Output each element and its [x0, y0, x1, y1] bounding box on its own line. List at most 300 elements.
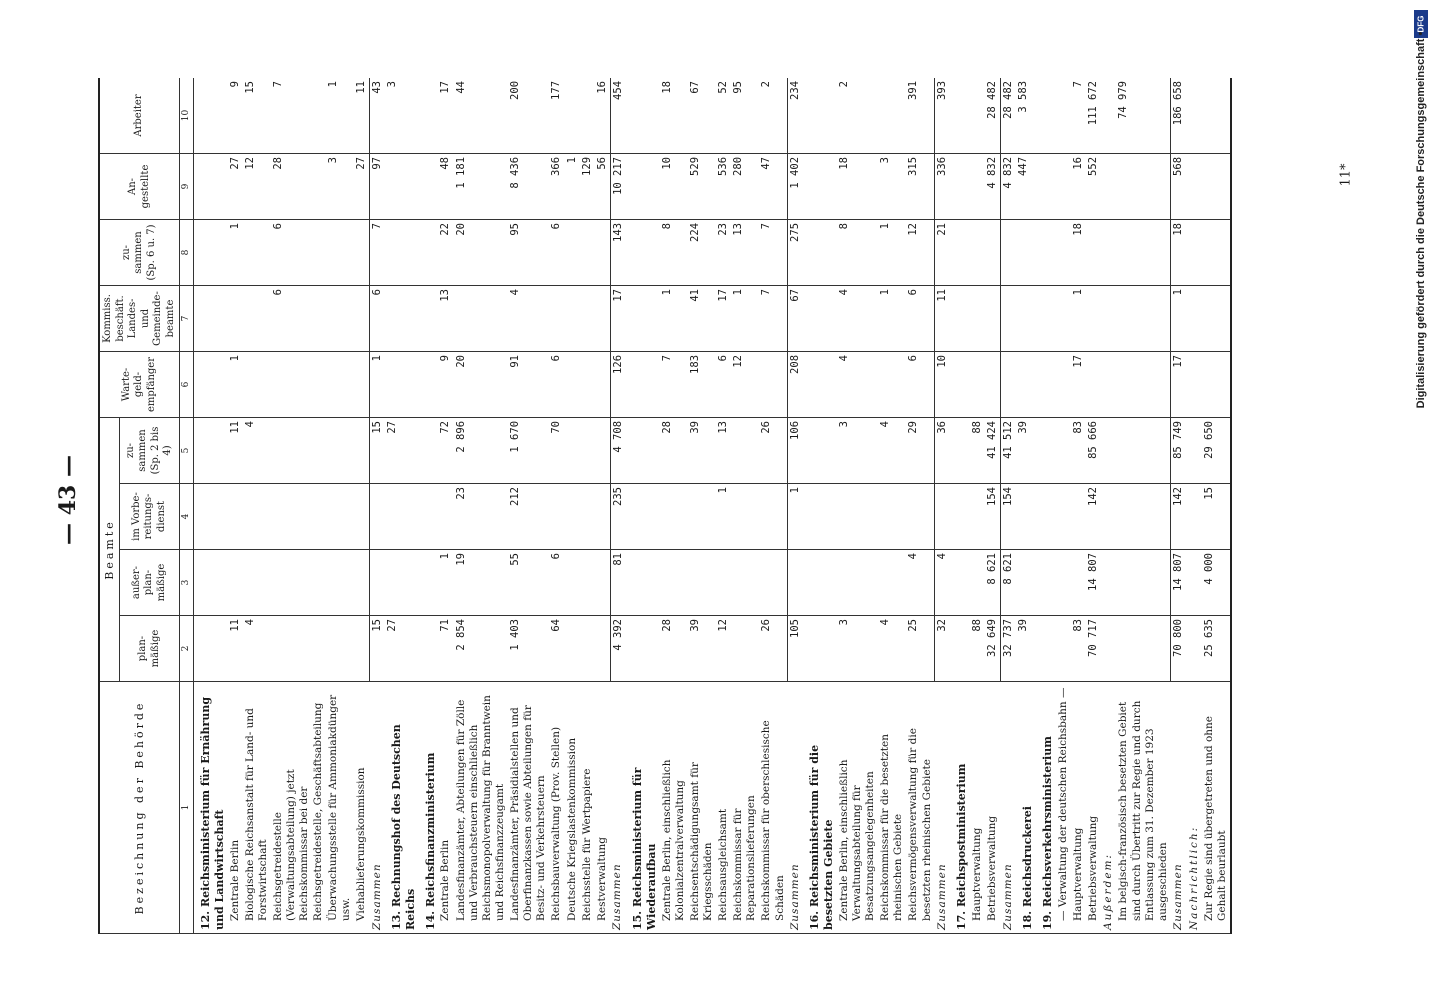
- value-cell: 280: [731, 153, 759, 219]
- value-cell: [1187, 78, 1202, 153]
- value-cell: [803, 153, 837, 219]
- value-cell: 7: [1071, 78, 1086, 153]
- section-row: [950, 78, 970, 934]
- value-cell: 8 621: [985, 550, 1001, 616]
- value-cell: [1116, 550, 1171, 616]
- value-cell: [803, 285, 837, 351]
- value-cell: 26: [759, 616, 787, 682]
- value-cell: [419, 484, 439, 550]
- value-cell: [1101, 285, 1116, 351]
- value-cell: [354, 351, 370, 417]
- value-cell: 208: [788, 351, 804, 417]
- value-cell: 15: [243, 78, 271, 153]
- value-cell: 28: [660, 616, 688, 682]
- authority-name: Reichskommissar für die besetzten rheinischen Gebiete: [878, 682, 906, 934]
- dfg-credit-line: Digitalisierung gefördert durch die Deutsche Forschungsgemeinschaft •: [1415, 31, 1427, 409]
- value-cell: 17: [1071, 351, 1086, 417]
- value-cell: [1056, 484, 1071, 550]
- value-cell: 32: [935, 616, 951, 682]
- value-cell: 27: [385, 616, 419, 682]
- value-cell: 6: [370, 285, 386, 351]
- value-cell: [1116, 153, 1171, 219]
- value-cell: 142: [1171, 484, 1187, 550]
- page-number: — 43 —: [55, 455, 81, 545]
- header-angestellte: An- gestellte: [99, 153, 180, 219]
- value-cell: [950, 616, 970, 682]
- value-cell: [1001, 285, 1017, 351]
- sum-label: Zusammen: [370, 682, 386, 934]
- value-cell: [194, 417, 228, 483]
- value-cell: 28 482: [985, 78, 1001, 153]
- value-cell: [1071, 550, 1086, 616]
- value-cell: 83: [1071, 417, 1086, 483]
- sum-label: Zusammen: [788, 682, 804, 934]
- value-cell: [970, 153, 985, 219]
- value-cell: 17: [438, 78, 453, 153]
- value-cell: [326, 351, 354, 417]
- value-cell: [595, 351, 611, 417]
- value-cell: [354, 484, 370, 550]
- value-cell: [243, 351, 271, 417]
- value-cell: [580, 285, 595, 351]
- value-cell: [1101, 78, 1116, 153]
- value-cell: [565, 417, 580, 483]
- value-cell: 154: [1001, 484, 1017, 550]
- value-cell: 235: [610, 484, 626, 550]
- header-beamte: Beamte: [99, 417, 120, 681]
- value-cell: [1036, 351, 1056, 417]
- value-cell: [970, 351, 985, 417]
- value-cell: [626, 484, 660, 550]
- header-kommissarisch: Kommiss. beschäft. Landes- und Gemeinde- beamte: [99, 285, 180, 351]
- value-cell: 6: [906, 351, 934, 417]
- value-cell: [419, 153, 439, 219]
- value-cell: [194, 285, 228, 351]
- value-cell: 4 832: [985, 153, 1001, 219]
- value-cell: 3: [837, 616, 878, 682]
- value-cell: 3: [837, 417, 878, 483]
- column-number: 5: [180, 417, 194, 483]
- value-cell: [228, 484, 243, 550]
- value-cell: [243, 219, 271, 285]
- value-cell: 1: [660, 285, 688, 351]
- value-cell: [385, 550, 419, 616]
- value-cell: [878, 484, 906, 550]
- value-cell: [1056, 351, 1071, 417]
- value-cell: 391: [906, 78, 934, 153]
- value-cell: 17: [610, 285, 626, 351]
- authority-name: Restverwaltung: [595, 682, 611, 934]
- value-cell: [194, 351, 228, 417]
- value-cell: [950, 550, 970, 616]
- section-title: 16. Reichsministerium für die besetzten Gebiete: [803, 682, 837, 934]
- value-cell: 18: [1071, 219, 1086, 285]
- value-cell: [1101, 351, 1116, 417]
- value-cell: 1: [370, 351, 386, 417]
- value-cell: 67: [788, 285, 804, 351]
- value-cell: 12: [243, 153, 271, 219]
- value-cell: [565, 219, 580, 285]
- value-cell: 8: [837, 219, 878, 285]
- authority-name: Betriebsverwaltung: [1086, 682, 1101, 934]
- value-cell: [788, 550, 804, 616]
- value-cell: 12: [731, 351, 759, 417]
- value-cell: 8 436: [508, 153, 549, 219]
- value-cell: 142: [1086, 484, 1101, 550]
- value-cell: [194, 78, 228, 153]
- value-cell: 10: [660, 153, 688, 219]
- value-cell: [837, 550, 878, 616]
- value-cell: [731, 417, 759, 483]
- table-row: [1187, 78, 1202, 934]
- value-cell: 39: [688, 616, 716, 682]
- value-cell: [243, 285, 271, 351]
- value-cell: 43: [370, 78, 386, 153]
- value-cell: [985, 285, 1001, 351]
- authority-name: Im belgisch-französisch besetzten Gebiet sind durch Übertritt zur Regie und durch Entlassung zum 31. Dezember 1923 ausgeschieden: [1116, 682, 1171, 934]
- value-cell: [326, 616, 354, 682]
- authority-name: Zentrale Berlin: [438, 682, 453, 934]
- value-cell: [803, 219, 837, 285]
- value-cell: 447: [1016, 153, 1036, 219]
- value-cell: 26: [759, 417, 787, 483]
- section-row: [1016, 78, 1036, 934]
- value-cell: [731, 484, 759, 550]
- value-cell: [595, 417, 611, 483]
- section-title: 18. Reichsdruckerei: [1016, 682, 1036, 934]
- value-cell: 27: [228, 153, 243, 219]
- value-cell: [626, 153, 660, 219]
- value-cell: [759, 550, 787, 616]
- value-cell: 21: [935, 219, 951, 285]
- value-cell: 3: [326, 153, 354, 219]
- value-cell: [194, 153, 228, 219]
- value-cell: [354, 550, 370, 616]
- sum-label: Zusammen: [1001, 682, 1017, 934]
- header-arbeiter: Arbeiter: [99, 78, 180, 153]
- value-cell: 4 708: [610, 417, 626, 483]
- value-cell: 8: [660, 219, 688, 285]
- authority-name: Zentrale Berlin, einschließlich Verwaltungsabteilung für Besatzungsangelegenheiten: [837, 682, 878, 934]
- value-cell: 95: [731, 78, 759, 153]
- value-cell: [1036, 616, 1056, 682]
- value-cell: 7: [370, 219, 386, 285]
- value-cell: 366: [549, 153, 564, 219]
- header-zusammen-6-7: zu- sammen (Sp. 6 u. 7): [99, 219, 180, 285]
- value-cell: 88: [970, 417, 985, 483]
- authority-name: Reichsausgleichsamt: [716, 682, 731, 934]
- value-cell: 4: [906, 550, 934, 616]
- value-cell: 18: [660, 78, 688, 153]
- table-row: [688, 78, 716, 934]
- value-cell: 154: [985, 484, 1001, 550]
- value-cell: 70: [549, 417, 564, 483]
- value-cell: [565, 484, 580, 550]
- table-row: [243, 78, 271, 934]
- value-cell: [660, 484, 688, 550]
- header-ausserplanmaessige: außer- plan- mäßige: [120, 550, 180, 616]
- value-cell: 6: [549, 550, 564, 616]
- value-cell: 234: [788, 78, 804, 153]
- value-cell: 13: [438, 285, 453, 351]
- authority-name: Betriebsverwaltung: [985, 682, 1001, 934]
- value-cell: [878, 351, 906, 417]
- section-row: [194, 78, 228, 934]
- value-cell: 1: [326, 78, 354, 153]
- value-cell: 224: [688, 219, 716, 285]
- table-row: [716, 78, 731, 934]
- value-cell: [1101, 219, 1116, 285]
- value-cell: 52: [716, 78, 731, 153]
- value-cell: [385, 484, 419, 550]
- value-cell: 22: [438, 219, 453, 285]
- table-row: [454, 78, 509, 934]
- value-cell: [688, 550, 716, 616]
- value-cell: 6: [549, 351, 564, 417]
- value-cell: 4 392: [610, 616, 626, 682]
- value-cell: [950, 351, 970, 417]
- value-cell: 4: [243, 616, 271, 682]
- value-cell: 10 217: [610, 153, 626, 219]
- value-cell: 27: [385, 417, 419, 483]
- authority-name: Landesfinanzämter, Präsidialstellen und Oberfinanzkassen sowie Abteilungen für Besitz- und Verkehrsteuern: [508, 682, 549, 934]
- section-title: 12. Reichsministerium für Ernährung und Landwirtschaft: [194, 682, 228, 934]
- value-cell: 7: [759, 219, 787, 285]
- table-row: [580, 78, 595, 934]
- value-cell: 83: [1071, 616, 1086, 682]
- value-cell: [935, 484, 951, 550]
- value-cell: 28: [271, 153, 326, 219]
- value-cell: [688, 484, 716, 550]
- value-cell: [1101, 417, 1116, 483]
- value-cell: [1086, 351, 1101, 417]
- authority-name: Nachrichtlich:: [1187, 682, 1202, 934]
- table-row: [878, 78, 906, 934]
- value-cell: [759, 484, 787, 550]
- value-cell: [716, 550, 731, 616]
- value-cell: 11: [228, 616, 243, 682]
- value-cell: 1: [788, 484, 804, 550]
- value-cell: 6: [716, 351, 731, 417]
- table-row: [565, 78, 580, 934]
- value-cell: 6: [906, 285, 934, 351]
- value-cell: [580, 484, 595, 550]
- table-row: [970, 78, 985, 934]
- value-cell: [985, 351, 1001, 417]
- value-cell: 1: [438, 550, 453, 616]
- value-cell: 13: [716, 417, 731, 483]
- value-cell: 106: [788, 417, 804, 483]
- value-cell: [580, 78, 595, 153]
- value-cell: 15: [370, 417, 386, 483]
- value-cell: 1: [716, 484, 731, 550]
- value-cell: 4: [878, 616, 906, 682]
- value-cell: [1036, 550, 1056, 616]
- value-cell: [878, 550, 906, 616]
- value-cell: 9: [228, 78, 243, 153]
- authority-name: Reichsvermögensverwaltung für die besetzten rheinischen Gebiete: [906, 682, 934, 934]
- value-cell: [1036, 78, 1056, 153]
- value-cell: [1202, 285, 1231, 351]
- value-cell: 1 670: [508, 417, 549, 483]
- value-cell: [1001, 219, 1017, 285]
- value-cell: 39: [1016, 417, 1036, 483]
- value-cell: 8 621: [1001, 550, 1017, 616]
- value-cell: [454, 285, 509, 351]
- value-cell: [970, 550, 985, 616]
- value-cell: 143: [610, 219, 626, 285]
- value-cell: [1056, 550, 1071, 616]
- value-cell: [626, 550, 660, 616]
- value-cell: [985, 219, 1001, 285]
- value-cell: [878, 78, 906, 153]
- value-cell: [1086, 285, 1101, 351]
- value-cell: [1071, 484, 1086, 550]
- value-cell: 32 649: [985, 616, 1001, 682]
- value-cell: 39: [688, 417, 716, 483]
- value-cell: 1: [1071, 285, 1086, 351]
- value-cell: 14 807: [1086, 550, 1101, 616]
- value-cell: 1: [1171, 285, 1187, 351]
- value-cell: 15: [1202, 484, 1231, 550]
- value-cell: [1202, 351, 1231, 417]
- value-cell: 183: [688, 351, 716, 417]
- value-cell: [595, 219, 611, 285]
- table-row: [1101, 78, 1116, 934]
- value-cell: [419, 616, 439, 682]
- value-cell: [1016, 484, 1036, 550]
- value-cell: 126: [610, 351, 626, 417]
- value-cell: [326, 550, 354, 616]
- value-cell: 41 512: [1001, 417, 1017, 483]
- value-cell: 336: [935, 153, 951, 219]
- value-cell: [271, 550, 326, 616]
- value-cell: 10: [935, 351, 951, 417]
- value-cell: 568: [1171, 153, 1187, 219]
- value-cell: 29: [906, 417, 934, 483]
- value-cell: 3: [878, 153, 906, 219]
- column-number: 7: [180, 285, 194, 351]
- value-cell: [1101, 616, 1116, 682]
- value-cell: 1: [878, 219, 906, 285]
- authority-name: Zentrale Berlin: [228, 682, 243, 934]
- value-cell: 9: [438, 351, 453, 417]
- value-cell: [1016, 351, 1036, 417]
- authority-name: Reichskommissar für oberschlesische Schäden: [759, 682, 787, 934]
- value-cell: 1: [228, 219, 243, 285]
- header-bezeichnung: Bezeichnung der Behörde: [99, 682, 180, 934]
- table-row: [985, 78, 1001, 934]
- value-cell: 67: [688, 78, 716, 153]
- value-cell: 1 403: [508, 616, 549, 682]
- value-cell: [950, 417, 970, 483]
- authority-name: Zur Regie sind übergetreten und ohne Gehalt beurlaubt: [1202, 682, 1231, 934]
- value-cell: [595, 484, 611, 550]
- value-cell: [354, 285, 370, 351]
- value-cell: 315: [906, 153, 934, 219]
- section-title: 17. Reichspostministerium: [950, 682, 970, 934]
- value-cell: [228, 285, 243, 351]
- value-cell: [970, 219, 985, 285]
- value-cell: [385, 351, 419, 417]
- authority-name: Biologische Reichsanstalt für Land- und Forstwirtschaft: [243, 682, 271, 934]
- value-cell: 4: [878, 417, 906, 483]
- value-cell: [1116, 219, 1171, 285]
- value-cell: [580, 219, 595, 285]
- value-cell: [1036, 417, 1056, 483]
- value-cell: 7: [759, 285, 787, 351]
- value-cell: [243, 484, 271, 550]
- table-row: [759, 78, 787, 934]
- value-cell: 1: [878, 285, 906, 351]
- sum-label: Zusammen: [1171, 682, 1187, 934]
- value-cell: [385, 153, 419, 219]
- value-cell: 4 832: [1001, 153, 1017, 219]
- value-cell: [803, 484, 837, 550]
- value-cell: 7: [271, 78, 326, 153]
- value-cell: [565, 550, 580, 616]
- value-cell: [385, 285, 419, 351]
- value-cell: [549, 484, 564, 550]
- value-cell: [950, 219, 970, 285]
- value-cell: 85 666: [1086, 417, 1101, 483]
- section-title: 19. Reichsverkehrsministerium: [1036, 682, 1056, 934]
- signature-mark: 11*: [1338, 163, 1354, 187]
- value-cell: [1101, 550, 1116, 616]
- value-cell: 16: [1071, 153, 1086, 219]
- value-cell: 4: [837, 351, 878, 417]
- sum-row: [370, 78, 386, 934]
- column-number: 2: [180, 616, 194, 682]
- value-cell: 74 979: [1116, 78, 1171, 153]
- authority-name: Zentrale Berlin, einschließlich Kolonialzentralverwaltung: [660, 682, 688, 934]
- value-cell: 23: [716, 219, 731, 285]
- header-planmaessige: plan- mäßige: [120, 616, 180, 682]
- value-cell: [803, 417, 837, 483]
- table-row: [906, 78, 934, 934]
- value-cell: 36: [935, 417, 951, 483]
- value-cell: 16: [595, 78, 611, 153]
- value-cell: 2 896: [454, 417, 509, 483]
- staff-statistics-table: [98, 78, 1232, 934]
- value-cell: 4: [837, 285, 878, 351]
- value-cell: [1036, 153, 1056, 219]
- value-cell: [354, 417, 370, 483]
- authority-name: Hauptverwaltung: [1071, 682, 1086, 934]
- value-cell: 20: [454, 351, 509, 417]
- value-cell: 177: [549, 78, 564, 153]
- value-cell: 20: [454, 219, 509, 285]
- value-cell: 105: [788, 616, 804, 682]
- value-cell: [626, 417, 660, 483]
- value-cell: 200: [508, 78, 549, 153]
- value-cell: 529: [688, 153, 716, 219]
- sum-label: Zusammen: [610, 682, 626, 934]
- value-cell: 552: [1086, 153, 1101, 219]
- sum-row: [610, 78, 626, 934]
- value-cell: [370, 484, 386, 550]
- value-cell: 11: [354, 78, 370, 153]
- value-cell: [950, 78, 970, 153]
- value-cell: [595, 550, 611, 616]
- value-cell: [419, 285, 439, 351]
- value-cell: [419, 550, 439, 616]
- value-cell: 212: [508, 484, 549, 550]
- value-cell: 47: [759, 153, 787, 219]
- authority-name: Landesfinanzämter, Abteilungen für Zölle und Verbrauchsteuern einschließlich Reichsmonopolverwaltung für Branntwein und Reichsfinanzzeugamt: [454, 682, 509, 934]
- value-cell: [837, 484, 878, 550]
- authority-name: Reichskommissar für Reparationslieferungen: [731, 682, 759, 934]
